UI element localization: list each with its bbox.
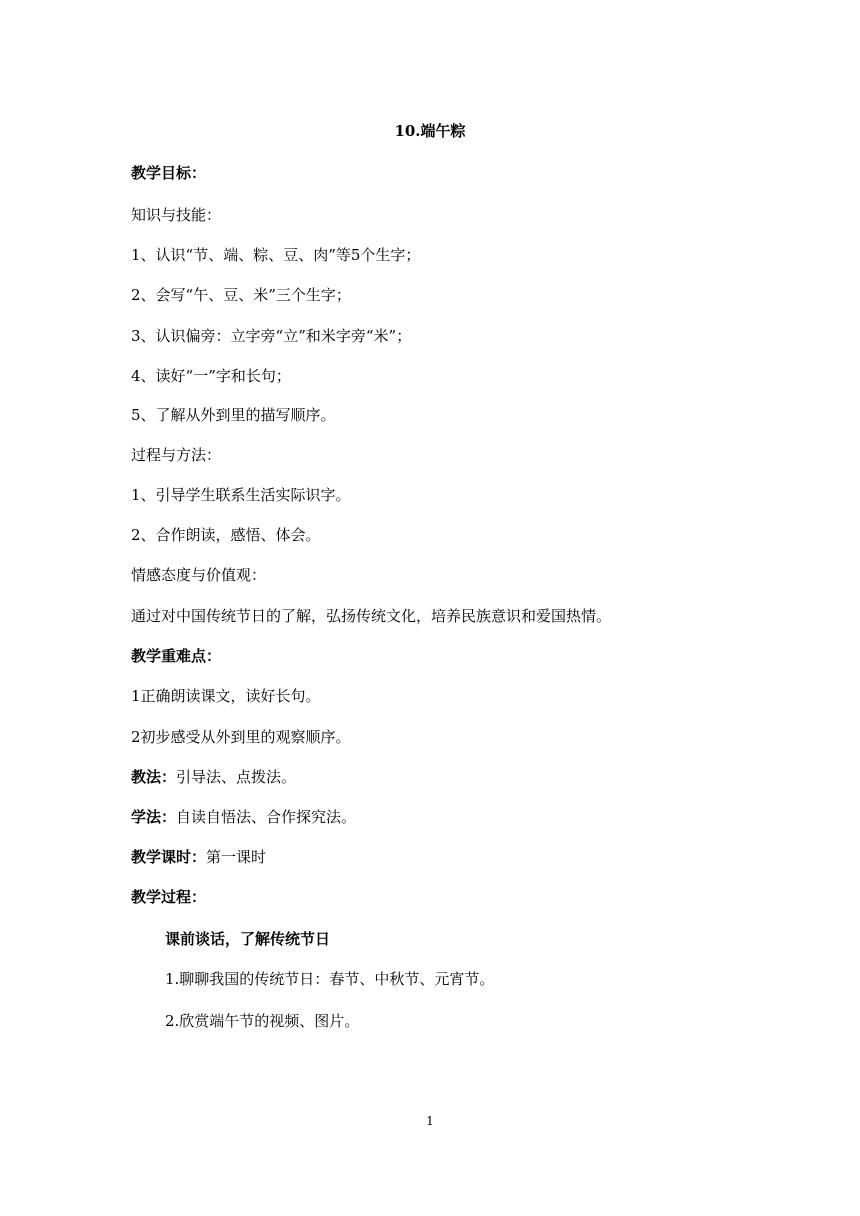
emotion-heading: 情感态度与价值观：: [131, 566, 267, 584]
knowledge-item: 1、认识“节、端、粽、豆、肉”等5个生字；: [131, 246, 421, 264]
class-hours-value: 第一课时: [206, 848, 267, 866]
process-method-item: 1、引导学生联系生活实际识字。: [131, 486, 351, 504]
teaching-process-subheading: 课前谈话，了解传统节日: [165, 930, 331, 948]
class-hours-label: 教学课时：: [131, 848, 207, 866]
emotion-text: 通过对中国传统节日的了解，弘扬传统文化，培养民族意识和爱国热情。: [131, 607, 612, 625]
teaching-method-label: 教法：: [131, 768, 177, 786]
lesson-title: 10.端午粽: [394, 122, 466, 140]
objectives-heading: 教学目标：: [131, 164, 207, 182]
knowledge-heading: 知识与技能：: [131, 206, 222, 224]
key-points-heading: 教学重难点：: [131, 647, 222, 665]
class-hours-line: [131, 847, 266, 867]
learning-method-value: 自读自悟法、合作探究法。: [176, 808, 357, 826]
teaching-process-heading: 教学过程：: [131, 888, 207, 906]
process-method-heading: 过程与方法：: [131, 446, 222, 464]
knowledge-item: 2、会写“午、豆、米”三个生字；: [131, 286, 351, 304]
teaching-process-item: 1.聊聊我国的传统节日：春节、中秋节、元宵节。: [165, 970, 495, 988]
knowledge-item: 4、读好“一”字和长句；: [131, 367, 291, 385]
teaching-process-item: 2.欣赏端午节的视频、图片。: [165, 1012, 360, 1030]
teaching-method-line: [131, 767, 296, 787]
knowledge-item: 5、了解从外到里的描写顺序。: [131, 406, 336, 424]
teaching-method-value: 引导法、点拨法。: [176, 768, 297, 786]
page-number: 1: [426, 1114, 434, 1128]
learning-method-line: [131, 807, 356, 827]
learning-method-label: 学法：: [131, 808, 177, 826]
knowledge-item: 3、认识偏旁：立字旁“立”和米字旁“米”；: [131, 327, 412, 345]
key-point-item: 1正确朗读课文，读好长句。: [131, 687, 321, 705]
key-point-item: 2初步感受从外到里的观察顺序。: [131, 728, 351, 746]
process-method-item: 2、合作朗读，感悟、体会。: [131, 526, 321, 544]
